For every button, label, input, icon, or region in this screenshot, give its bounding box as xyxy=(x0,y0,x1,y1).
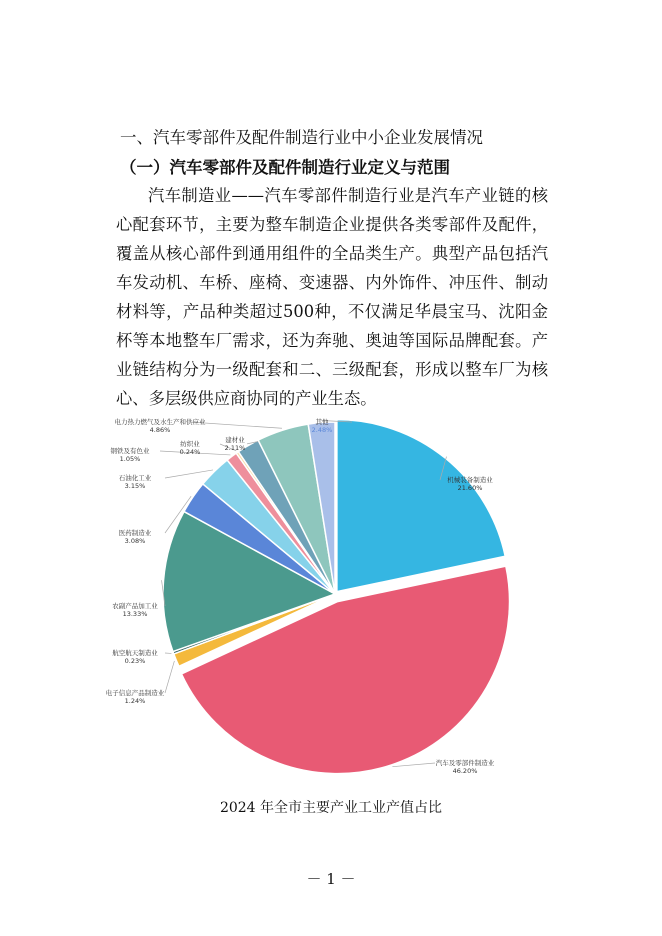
leader-line xyxy=(392,763,435,767)
slice-category-label: 电力热力燃气及水生产和供应业 xyxy=(114,418,206,426)
slice-value-label: 4.86% xyxy=(149,426,171,434)
leader-line xyxy=(165,661,174,693)
slice-value-label: 21.60% xyxy=(457,484,483,492)
slice-value-label: 3.08% xyxy=(124,537,146,545)
slice-category-label: 汽车及零部件制造业 xyxy=(435,759,495,767)
slice-category-label: 钢铁及有色业 xyxy=(110,447,150,455)
section-heading: 一、汽车零部件及配件制造行业中小企业发展情况 xyxy=(120,128,483,147)
body-paragraph: 汽车制造业——汽车零部件制造行业是汽车产业链的核心配套环节，主要为整车制造企业提供各类零部件及配件，覆盖从核心部件到通用组件的全品类生产。典型产品包括汽车发动机、车桥、座椅、变速器、内外饰件、冲压件、制动材料等，产品种类超过500种，不仅满足华晨宝马、沈阳金杯等本地整车厂需求，还为奔驰、奥迪等国际品牌配套。产业链结构分为一级配套和二、三级配套，形成以整车厂为核心、多层级供应商协同的产业生态。 xyxy=(116,186,548,408)
slice-value-label: 0.23% xyxy=(124,657,146,665)
slice-category-label: 石油化工业 xyxy=(118,474,152,482)
page-number: － 1 － xyxy=(306,870,356,888)
slice-category-label: 建材业 xyxy=(225,436,245,444)
slice-category-label: 机械装备制造业 xyxy=(447,476,493,484)
slice-category-label: 航空航天制造业 xyxy=(112,649,158,657)
slice-category-label: 纺织业 xyxy=(180,440,200,448)
slice-value-label: 1.05% xyxy=(119,455,141,463)
chart-caption: 2024 年全市主要产业工业产值占比 xyxy=(219,800,443,816)
slice-value-label: 1.24% xyxy=(124,697,146,705)
slice-category-label: 电子信息产品制造业 xyxy=(105,689,165,697)
pie-slice xyxy=(337,420,505,592)
slice-value-label: 2.48% xyxy=(311,426,333,434)
slice-value-label: 46.20% xyxy=(452,767,478,775)
pie-chart xyxy=(0,414,662,789)
slice-value-label: 3.15% xyxy=(124,482,146,490)
subsection-heading: （一）汽车零部件及配件制造行业定义与范围 xyxy=(120,158,450,177)
slice-category-label: 农副产品加工业 xyxy=(112,602,158,610)
slice-category-label: 其他 xyxy=(315,418,329,426)
slice-value-label: 2.11% xyxy=(224,444,246,452)
slice-value-label: 0.24% xyxy=(179,448,201,456)
slice-category-label: 医药制造业 xyxy=(118,529,152,537)
slice-value-label: 13.33% xyxy=(122,610,148,618)
leader-line xyxy=(165,470,213,478)
